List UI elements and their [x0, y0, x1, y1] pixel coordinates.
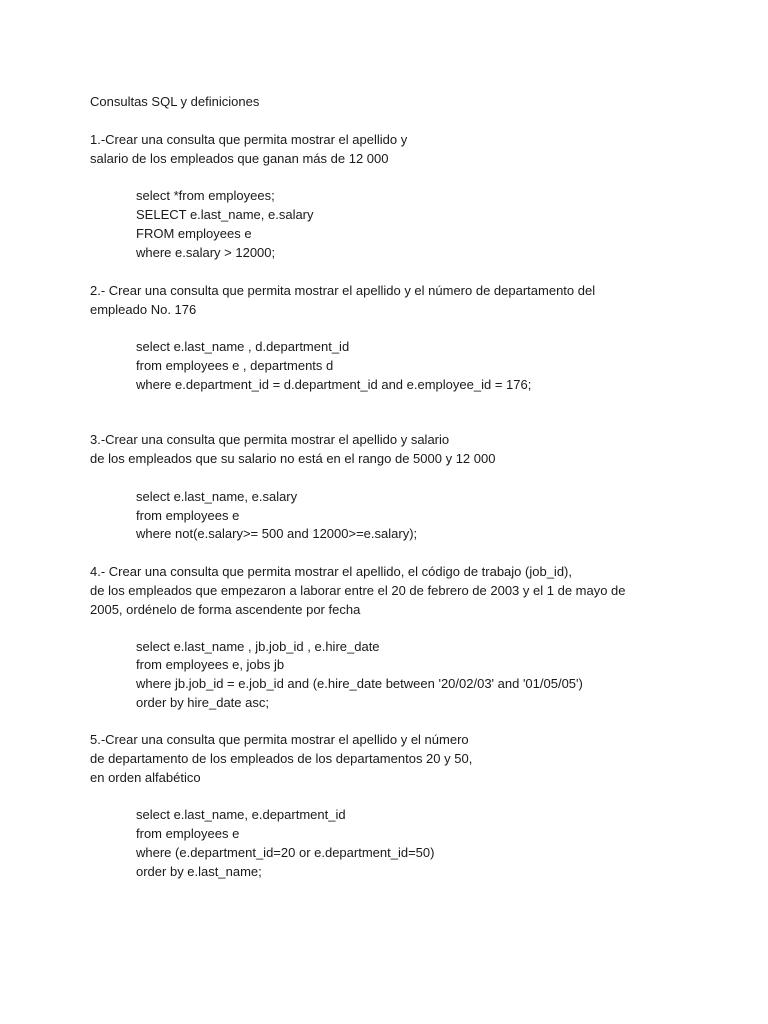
question-2-code-line-3: where e.department_id = d.department_id and e.employee_id = 176;	[136, 377, 532, 392]
question-5-code-line-3: where (e.department_id=20 or e.department_id=50)	[136, 845, 435, 860]
question-2-code-line-2: from employees e , departments d	[136, 358, 334, 373]
question-4-prompt-line-2: de los empleados que empezaron a laborar entre el 20 de febrero de 2003 y el 1 de mayo de	[90, 583, 626, 598]
question-2-prompt-line-2: empleado No. 176	[90, 302, 197, 317]
question-1-prompt-line-1: 1.-Crear una consulta que permita mostrar el apellido y	[90, 132, 408, 147]
question-1-code-line-1: select *from employees;	[136, 188, 275, 203]
question-3-prompt-line-1: 3.-Crear una consulta que permita mostrar el apellido y salario	[90, 432, 450, 447]
question-4-prompt-line-1: 4.- Crear una consulta que permita mostrar el apellido, el código de trabajo (job_id),	[90, 564, 572, 579]
question-4-code-line-3: where jb.job_id = e.job_id and (e.hire_date between '20/02/03' and '01/05/05')	[136, 676, 583, 691]
question-5-code-line-1: select e.last_name, e.department_id	[136, 807, 346, 822]
question-4-code-line-4: order by hire_date asc;	[136, 695, 269, 710]
question-3-code-line-1: select e.last_name, e.salary	[136, 489, 298, 504]
question-3-code-line-2: from employees e	[136, 508, 240, 523]
question-4-code-line-2: from employees e, jobs jb	[136, 657, 285, 672]
document-title: Consultas SQL y definiciones	[90, 94, 260, 109]
question-4-code-line-1: select e.last_name , jb.job_id , e.hire_date	[136, 639, 380, 654]
question-1-prompt-line-2: salario de los empleados que ganan más de 12 000	[90, 151, 389, 166]
question-5-prompt-line-1: 5.-Crear una consulta que permita mostrar el apellido y el número	[90, 732, 469, 747]
question-5-prompt-line-2: de departamento de los empleados de los departamentos 20 y 50,	[90, 751, 473, 766]
question-2-code-line-1: select e.last_name , d.department_id	[136, 339, 350, 354]
question-2-prompt-line-1: 2.- Crear una consulta que permita mostrar el apellido y el número de departamento del	[90, 283, 596, 298]
question-3-prompt-line-2: de los empleados que su salario no está en el rango de 5000 y 12 000	[90, 451, 496, 466]
question-5-code-line-2: from employees e	[136, 826, 240, 841]
question-5-code-line-4: order by e.last_name;	[136, 864, 262, 879]
question-5-prompt-line-3: en orden alfabético	[90, 770, 201, 785]
question-3-code-line-3: where not(e.salary>= 500 and 12000>=e.salary);	[136, 526, 418, 541]
question-1-code-line-4: where e.salary > 12000;	[136, 245, 276, 260]
question-4-prompt-line-3: 2005, ordénelo de forma ascendente por fecha	[90, 602, 361, 617]
question-1-code-line-2: SELECT e.last_name, e.salary	[136, 207, 314, 222]
question-1-code-line-3: FROM employees e	[136, 226, 252, 241]
